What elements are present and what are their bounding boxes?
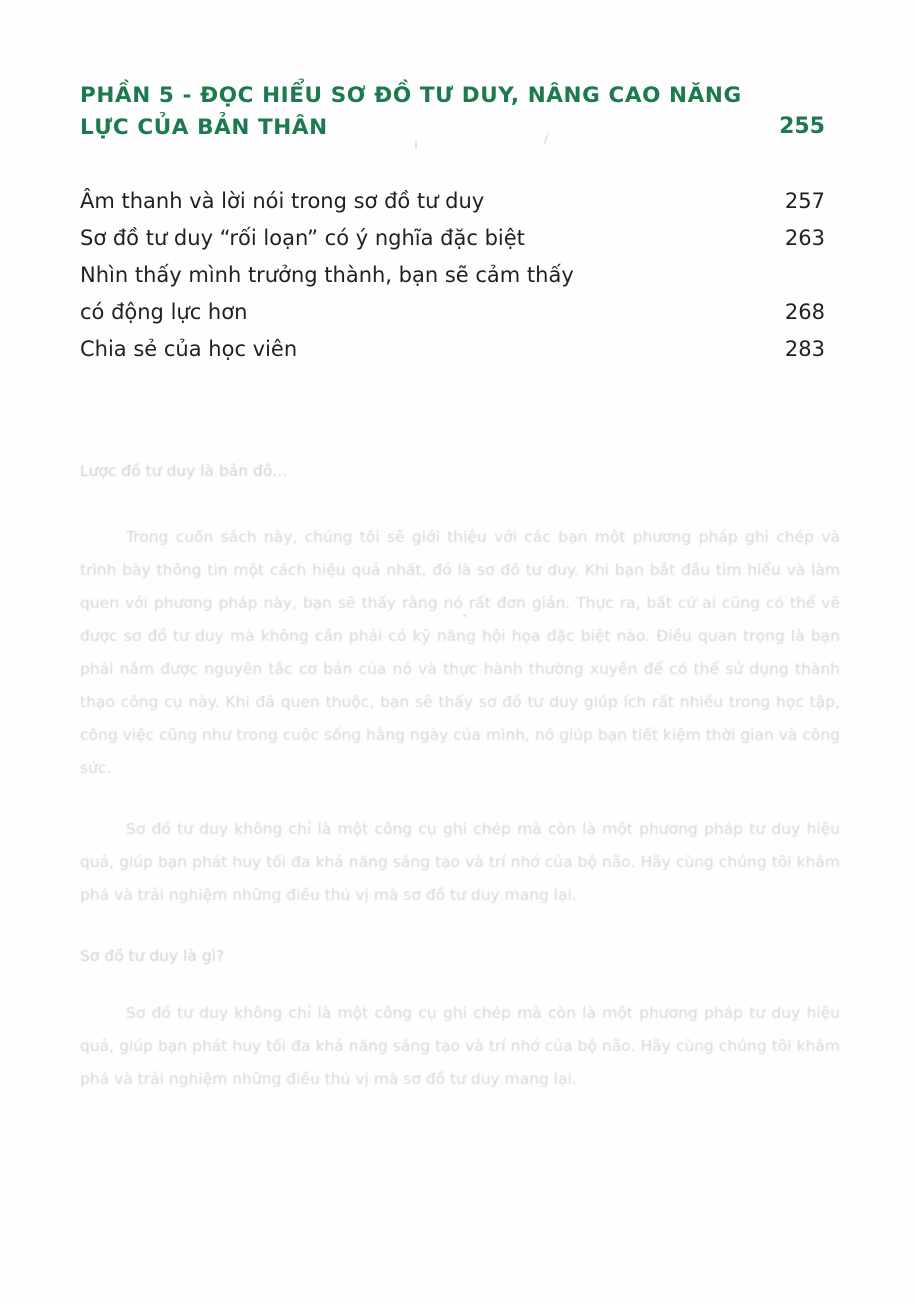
paper-speckle [463,614,466,617]
showthrough-paragraph: Sơ đồ tư duy không chỉ là một công cụ ghi chép mà còn là một phương pháp tư duy hiệu quả, giúp bạn phát huy tối đa khả năng sáng tạo và trí nhớ của bộ não. Hãy cùng chúng tôi khám phá và trải nghiệm những điều thú vị mà sơ đồ tư duy mang lại. [80,1004,840,1088]
toc-entry-label: Nhìn thấy mình trưởng thành, bạn sẽ cảm thấy [80,263,574,288]
showthrough-text [80,455,840,1124]
toc-entry-label: Âm thanh và lời nói trong sơ đồ tư duy [80,189,485,214]
toc-entry-label: Chia sẻ của học viên [80,337,298,362]
toc-entry[interactable] [80,220,825,257]
toc-entry-page: 268 [784,300,825,325]
table-of-contents [80,80,840,368]
showthrough-heading: Lược đồ tư duy là bản đồ... [80,462,288,480]
toc-entry-label: Sơ đồ tư duy “rối loạn” có ý nghĩa đặc biệt [80,226,525,251]
toc-entry-label: có động lực hơn [80,300,248,325]
showthrough-subheading: Sơ đồ tư duy là gì? [80,947,225,965]
showthrough-paragraph: Trong cuốn sách này, chúng tôi sẽ giới thiệu với các bạn một phương pháp ghi chép và trình bày thông tin một cách hiệu quả nhất, đó là sơ đồ tư duy. Khi bạn bắt đầu tìm hiểu và làm quen với phương pháp này, bạn sẽ thấy rằng nó rất đơn giản. Thực ra, bất cứ ai cũng có thể vẽ được sơ đồ tư duy mà không cần phải có kỹ năng hội họa đặc biệt nào. Điều quan trọng là bạn phải nắm được nguyên tắc cơ bản của nó và thực hành thường xuyên để có thể sử dụng thành thạo công cụ này. Khi đã quen thuộc, bạn sẽ thấy sơ đồ tư duy giúp ích rất nhiều trong học tập, công việc cũng như trong cuộc sống hằng ngày của mình, nó giúp bạn tiết kiệm thời gian và công sức. [80,528,840,777]
toc-entry-page: 283 [784,337,825,362]
section-page-number: 255 [779,113,825,139]
toc-entry-page: 257 [784,189,825,214]
section-heading [80,80,825,143]
toc-entry[interactable] [80,331,825,368]
showthrough-paragraph: Sơ đồ tư duy không chỉ là một công cụ ghi chép mà còn là một phương pháp tư duy hiệu quả, giúp bạn phát huy tối đa khả năng sáng tạo và trí nhớ của bộ não. Hãy cùng chúng tôi khám phá và trải nghiệm những điều thú vị mà sơ đồ tư duy mang lại. [80,820,840,904]
toc-entry-list [80,183,825,368]
section-title: PHẦN 5 - ĐỌC HIỂU SƠ ĐỒ TƯ DUY, NÂNG CAO NĂNG LỰC CỦA BẢN THÂN [80,83,742,140]
toc-entry[interactable] [80,294,825,331]
toc-entry[interactable] [80,183,825,220]
toc-entry[interactable] [80,257,825,294]
toc-entry-page: 263 [784,226,825,251]
